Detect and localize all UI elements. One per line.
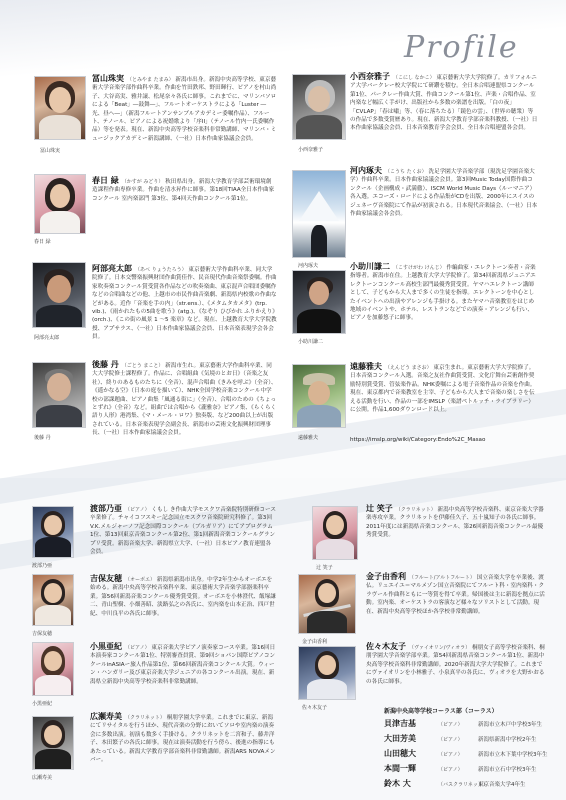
- person-name: 佐々木友子: [366, 642, 406, 651]
- bio-text: 新潟市生れ。東京藝術大学作曲科卒業、同大大学院修士課程修了。作品に、合唱組曲《気境のとお日》（音楽之友社）、終りのあるものたちに（全音）、混声合唱曲《きみを呼ぶ》（全音）、《遥かなる空》（日本の庭を描いて）、NHK全国学校音楽コンクール中学校の部課題曲、ピアノ曲集「風通る街に」（全音）、合唱のための《ちょっとずれ》（全音）など。組曲では合唱から《瀧雅奈》ピアノ集、《らくらく語り人形》港湾集、《マ・メール・ロワ》独奏版、など200曲以上が出版されている。日本音楽表現学会副会長、新潟市の芸術文化振興財団理事長、（一社）日本作曲家協議会会員。: [92, 363, 277, 437]
- bio-text: くもし き作曲大学モスクワ音楽院特別研修コース卒業修了。チャイコフスキー記念国立モスクワ音楽院研究科修了。第3回V.K.メルジャーノフ記念国際コンクール（ブルガリア）にてアプログラム1位、第13回東京音楽コンクール第2位、第1回新潟音楽コンクールグランプリ受賞。新潟音楽大学、新潟県立大学、（一社）日本ピアノ教育連盟各会員。: [90, 507, 276, 556]
- photo-tsuji: [312, 506, 358, 560]
- bio-text: 東京藝術大学大学院修了。カリフォルニア大学バークレー校大学院にて研鑽を積む。全日本合唱連盟県コンクール第1位、パークレー作曲大賞、作曲コンクール第1位、声楽・合唱作品、室内楽など幅広く手がけ、出版社から多数の楽譜を出版。「白の夜」「CVLAP」「春は嘯」等、（春に落ちたる）「鏡色の雲」、（世界の聴衆）等の作品で多数受賞歴あり。現在、新潟大学教育学部音楽科教授、（一社）日本作曲家協議会会員、日本音楽教育学会会員、全日本合唱連盟各会員。: [350, 75, 538, 132]
- photo-caption: 河内琢夫: [298, 263, 319, 269]
- photo-caption: 阿部亮太郎: [34, 335, 60, 341]
- member-role: （ピアノ）: [438, 752, 463, 758]
- list-item: [384, 777, 554, 792]
- bio-text: 秋田県出身。新潟大学教育学部芸術環境創造課程作曲専修卒業。作曲を清水昇作に師事。第18回TIAA全日本作曲家コンクール 室内楽部門 第3位、第4回天作曲コンクール第1位。: [92, 179, 275, 202]
- bio-kaneko: [366, 572, 546, 638]
- photo-abe: [32, 262, 86, 328]
- bio-text: 洗足学園大学音楽学部（現洗足学園音楽大学）作曲科卒業。日本作曲家協議会会員。第3回Music Today国際作曲コンクール（企画構成・武満徹）、ISCM World Music Days（ルーマニア）各入選。エコーズ・ロードによる作品集がCDを出版、2000年にスイスのジュネーヴ音楽院にて作品が初演される。日本現代音楽協会、（一社）日本作曲家協議会各会員。: [350, 169, 538, 218]
- photo-caption: 遠藤雅夫: [298, 435, 319, 441]
- imslp-link[interactable]: [350, 436, 538, 446]
- member-school: 新潟県新潟中学校2年生: [478, 737, 537, 743]
- name-reading: （あべ りょうたろう）: [135, 267, 187, 273]
- photo-kochi: [292, 170, 346, 258]
- bio-tomiyama: [92, 74, 277, 170]
- photo-sasaki: [298, 646, 356, 700]
- photo-caption: 佐々木友子: [302, 705, 328, 711]
- list-item: [384, 717, 554, 732]
- name-reading: （クラリネット）: [395, 507, 436, 513]
- bio-text: 桐朋学園大学卒業。これまでに東京、新潟にてリサイタルを行うほか、現代音楽の分野においてソロや室内楽の演奏会に多数出演。初演も数多く手掛ける。クラリネットを二宮和子、藤井洋子、本田繁子の各氏に師事。現在は演奏活動を行う傍ら、後進の指導にもあたっている。新潟大学教育学部音楽科非常勤講師。新潟ARS NOVAメンバー。: [90, 715, 276, 764]
- bio-yoshiho: [90, 574, 276, 636]
- person-name: 辻 笑子: [366, 504, 393, 513]
- list-item: [384, 747, 554, 762]
- name-reading: （ヴァイオリン/ヴィオラ）: [409, 645, 471, 651]
- bio-text: 東京音楽大学ピアノ演奏家コース卒業。第16回日本演奏家コンクール第1位、特別審査員賞、第9回ショパン国際ピアノコンクールinASIAー旅人作品第1位、第66回新潟音楽コンクール大賞。ウィーン・ハンガリー及び東京音楽大学ジュニアの各コンクール出演。現在、新潟県立新潟中央高等学校音楽科非常勤講師。: [90, 645, 276, 685]
- bio-sasaki: [366, 642, 546, 702]
- person-name: 河内琢夫: [350, 166, 382, 175]
- person-name: 小助川謙二: [350, 262, 390, 271]
- name-reading: （フルート/アルトフルート）: [409, 575, 475, 581]
- photo-caption: 小西奈雅子: [298, 147, 324, 153]
- member-name: 大田芳美: [384, 733, 416, 743]
- bio-oguro: [90, 642, 276, 706]
- member-school: 新潟市立石中学校3年生: [478, 767, 537, 773]
- name-reading: （ごとう まこと）: [121, 363, 164, 369]
- photo-kasuga: [34, 174, 86, 234]
- bio-text: 東京藝術大学作曲科卒業、同大学院修了。日本交響楽振興財団作曲賞佳作、民音現代作曲音楽祭委嘱。作曲家吹奏楽コンクール賞受賞各作品などの吹奏楽曲、東京混声合唱団委嘱作などの合唱曲などの他、上越市の市民作曲音楽劇、新潟県内校歌の作曲などがある。近作「音楽を手の内」（str.ens.）、《メタムタカメタ》(trp. vib.)、《雨かれたもの5曲を歌う》(atg.)、《なぞり ひびかれ ふりかえり》(orch.)、《この街の風景 1 ～5 楽章》など。現在、上越教育大学大学院教授、アプサラス、（一社）日本作曲家協議会会員、日本音楽表現学会各会員。: [92, 267, 277, 341]
- list-item: [384, 762, 554, 777]
- bio-abe: [92, 264, 277, 356]
- bio-text: 国立音楽大学を卒業後、渡仏。リュエイユ＝マルメゾン国立音楽院にてフルート科・室内楽科・クラヴール作曲科ともに一等賞を得て卒業。帰国後は主に新潟を拠点に活動。室内楽、オーケストラの客演など様々なソリストとして活動。現在、新潟中央高等学校ほか各学校非常勤講師。: [366, 575, 545, 615]
- person-name: 春日 緑: [92, 176, 119, 185]
- photo-caption: 後藤 丹: [34, 435, 51, 441]
- name-reading: （ピアノ）: [125, 645, 150, 651]
- member-name: 貝津吉基: [384, 718, 416, 728]
- bio-tsuji: [366, 504, 546, 562]
- photo-caption: 金子由香利: [302, 639, 328, 645]
- bio-text: 作編曲家・エレクトーン奏者・音楽指導者。新潟市在住。上越教育大学大学院修了。第34回新潟県ジュニアエレクトーンコンクール高校生部門最優秀賞受賞。ヤマハエレクトーン講師として、子どもから大人まで多くの生徒を指導。エレクトーンを中心としたイベントへの出演やアレンジも手掛ける。またヤマハ音楽教室をはじめ地域のイベントや、ホテル、レストランなどでの演奏・アレンジも行い、ピアノを加藤悠子に師事。: [350, 265, 536, 322]
- bio-text: 新潟県新潟市出身。中学2年生からオーボエを始める。新潟中央高等学校音楽科卒業、東京藝術大学音楽学部器楽科卒業。第56回新潟音楽コンクール優秀賞受賞。オーボエを小林澄代、飯塚謙二、青山聖樹、小畑善昭、淡路弘之の各氏に、室内楽を山本正治、四戸世紀、中川良平の各氏に師事。: [90, 577, 276, 617]
- bio-text: 新潟中央高等学校音楽科、東京音楽大学器楽専攻卒業。クラリネットを伊藤佳久子、五十嵐知子の各氏に師事。2011年度には新潟県音楽コンクール、第26回新潟音楽コンクール最優秀賞受賞。: [366, 507, 544, 539]
- person-name: 阿部亮太郎: [92, 264, 132, 273]
- bio-konishi: [350, 72, 538, 164]
- person-name: 広瀬寿美: [90, 712, 122, 721]
- member-school: 新潟市立木下葉中学校3年生: [478, 752, 548, 758]
- name-reading: （こうち たくお）: [385, 169, 427, 175]
- bio-text: 新潟市出身。新潟中央高等学校、東京藝術大学音楽学部作曲科卒業。作曲を竹田鉄邦、野田暉行、ピアノを村山尚子、大谷高実、雅井譲、松尾奈々各氏に師事。これまでに、マリンバソロによる「Beat」―鼓舞―」、フルートオーケストラによる「Luster ―光、昼へ―」（新潟フルートアンサンブルアカデミー委嘱作品）、フルート、テノール、ピアノによる祝婚歌より「序II」（テノール竹内一氏委嘱作品）等を発表。現在、新潟中央高等学校音楽科非常勤講師、マリンバ・ミュージックアカデミー新潟講師、（一社）日本作曲家協議会会員。: [92, 77, 277, 142]
- photo-watanabe: [32, 506, 74, 558]
- photo-hirose: [32, 716, 74, 770]
- photo-caption: 渡部乃亜: [32, 563, 53, 569]
- list-item: [384, 732, 554, 747]
- bio-text: 桐朋女子高等学校音楽科、桐朋学園大学音楽学部卒業。第54回新潟県音楽コンクール第1位、新潟中央高等学校音楽科非常勤講師。2020年新潟大学大学院修了。これまでにヴァイオリンを小林雅子、小泉真平の各氏に、ヴィオラを大野かおるの各氏に師事。: [366, 645, 545, 685]
- member-school: 新潟市立木戸中学校3年生: [478, 722, 543, 728]
- imslp-url[interactable]: https://imslp.org/wiki/Category:Endo%2C_Masao: [350, 437, 486, 443]
- bio-hirose: [90, 712, 276, 782]
- photo-goto: [32, 362, 86, 428]
- bio-goto: [92, 360, 277, 460]
- bio-text: 東京生まれ。東京藝術大学大学院修了。日本音楽コンクール入選。音楽之友社作曲賞受賞、文化庁舞台芸術創作奨励特別賞受賞、管弦楽作品。NHK委嘱による電子音楽作品の音楽を作曲。現在、東京都内で音楽教室を主宰、子どもから大人まで音楽の楽しさを伝える活動を行い、作品の一部をIMSLP（楽譜ペトルッチ・ライブラリー）に公開。作品1,600ダウンロード以上。: [350, 365, 536, 414]
- name-reading: （とみやま たまみ）: [127, 77, 174, 83]
- member-name: 本間一輝: [384, 763, 416, 773]
- chorus-list: [384, 706, 554, 792]
- photo-endo: [292, 364, 346, 428]
- person-name: 小西奈雅子: [350, 72, 390, 81]
- person-name: 冨山珠実: [92, 74, 124, 83]
- photo-kaneko: [298, 574, 356, 634]
- photo-konishi: [292, 74, 346, 140]
- member-school: 東京音楽大学4年生: [478, 782, 526, 788]
- person-name: 小黒亜紀: [90, 642, 122, 651]
- chorus-title: 新潟中央高等学校コーラス部（コーラス）: [384, 708, 498, 715]
- name-reading: （こにし なかこ）: [393, 75, 435, 81]
- member-role: （ピアノ）: [438, 737, 463, 743]
- name-reading: （オーボエ）: [125, 577, 156, 583]
- photo-caption: 広瀬寿美: [32, 775, 53, 781]
- photo-kosukegawa: [292, 270, 346, 334]
- photo-yoshiho: [32, 574, 74, 626]
- bio-kosukegawa: [350, 262, 538, 342]
- member-role: （バスクラリネット）: [438, 782, 488, 788]
- photo-tomiyama: [34, 76, 86, 140]
- member-name: 鈴木 大: [384, 778, 411, 788]
- bio-watanabe: [90, 504, 276, 574]
- person-name: 後藤 丹: [92, 360, 119, 369]
- bio-endo: [350, 362, 538, 434]
- photo-caption: 春日 緑: [34, 239, 51, 245]
- photo-caption: 小黒亜紀: [32, 701, 53, 707]
- page-heading: Profile: [404, 30, 519, 65]
- photo-caption: 吉保友穂: [32, 631, 53, 637]
- photo-caption: 冨山珠実: [40, 148, 61, 154]
- name-reading: （クラリネット）: [125, 715, 165, 721]
- name-reading: （かすが みどり）: [121, 179, 164, 185]
- name-reading: （えんどう まさお）: [385, 365, 432, 371]
- photo-oguro: [32, 642, 74, 696]
- bio-kochi: [350, 166, 538, 238]
- member-role: （ピアノ）: [438, 767, 463, 773]
- bio-kasuga: [92, 176, 277, 226]
- person-name: 渡部乃亜: [90, 504, 122, 513]
- person-name: 金子由香利: [366, 572, 406, 581]
- photo-caption: 辻 笑子: [316, 565, 333, 571]
- name-reading: （ピアノ）: [125, 507, 150, 513]
- name-reading: （こすけがわ けんじ）: [393, 265, 445, 271]
- person-name: 吉保友穂: [90, 574, 122, 583]
- member-name: 山田穂大: [384, 748, 416, 758]
- person-name: 遠藤雅夫: [350, 362, 382, 371]
- photo-caption: 小助川謙二: [298, 339, 324, 345]
- member-role: （ピアノ）: [438, 722, 463, 728]
